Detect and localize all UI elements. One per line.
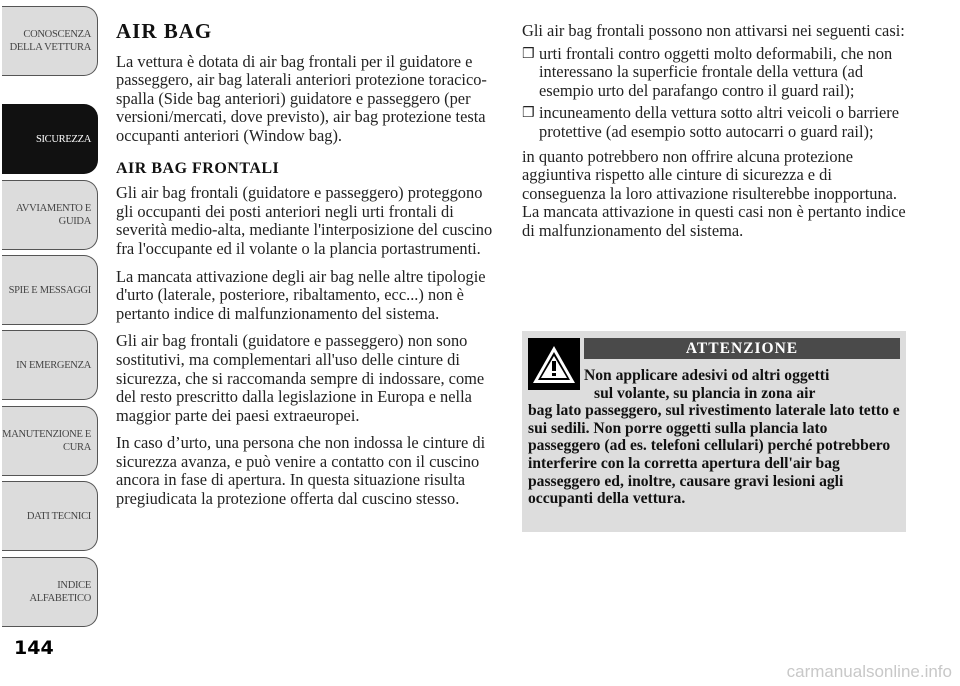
tab-label-line1: MANUTENZIONE E: [2, 429, 91, 440]
paragraph-3: Gli air bag frontali (guidatore e passeggero) non sono sostitutivi, ma complementari all'uso delle cinture di sicurezza, che si raccomanda sempre di indossare, come del resto prescritto dalla legislazione in Europa e nella maggior parte dei paesi extraeuropei.: [116, 331, 485, 425]
tab-label: [36, 133, 91, 146]
tab-sicurezza[interactable]: [2, 104, 98, 174]
list-item: [522, 45, 910, 101]
tab-manutenzione[interactable]: [2, 406, 98, 476]
warning-line-2: sul volante, su plancia in zona air: [594, 384, 816, 402]
tab-avviamento[interactable]: [2, 180, 98, 250]
tab-label-line2: GUIDA: [58, 216, 91, 227]
warning-box: [522, 331, 906, 532]
warning-rest: bag lato passeggero, sul rivestimento laterale lato tetto e sui sedili. Non porre oggetti sulla plancia lato passeggero (ad es. telefoni cellulari) perché potrebbero interferire con la corretta apertura dell'air bag passeggero ed, inoltre, causare gravi lesioni agli occupanti della vettura.: [528, 402, 900, 508]
tab-label-line1: AVVIAMENTO E: [15, 203, 91, 214]
tab-label: [29, 579, 91, 605]
intro-paragraph: La vettura è dotata di air bag frontali per il guidatore e passeggero, air bag laterali anteriori protezione toracico-spalla (Side bag anteriori) guidatore e passeggero (per versioni/mercati, dove previsto), air bag protezione testa occupanti anteriori (Window bag).: [116, 51, 487, 145]
tab-label-line1: CONOSCENZA: [23, 29, 91, 40]
tab-spie-messaggi[interactable]: [2, 255, 98, 325]
right-paragraph: in quanto potrebbero non offrire alcuna protezione aggiuntiva rispetto alle cinture di sicurezza e di conseguenza la loro attivazione risulterebbe inopportuna. La mancata attivazione in questi casi non è pertanto indice di malfunzionamento del sistema.: [522, 146, 906, 240]
cases-list: [522, 45, 910, 142]
tab-indice[interactable]: [2, 557, 98, 627]
tab-label: [16, 202, 91, 228]
tab-dati-tecnici[interactable]: [2, 481, 98, 551]
warning-triangle-icon: [528, 338, 580, 390]
paragraph-2: La mancata attivazione degli air bag nelle altre tipologie d'urto (laterale, posteriore, ribaltamento, ecc...) non è pertanto indice di malfunzionamento del sistema.: [116, 266, 486, 323]
tab-label: [10, 28, 91, 54]
tab-label-line1: SICUREZZA: [35, 133, 91, 145]
tab-label: [2, 428, 91, 454]
tab-label-line2: DELLA VETTURA: [9, 42, 91, 53]
checkbox-bullet-icon: ❒: [522, 105, 535, 122]
tab-label-line2: CURA: [63, 442, 91, 453]
section-title: AIR BAG: [116, 19, 213, 43]
warning-text: [528, 367, 900, 508]
paragraph-4: In caso d’urto, una persona che non indossa le cinture di sicurezza avanza, e può venire a contatto con il cuscino ancora in fase di apertura. In questa situazione risulta pregiudicata la protezione offerta dal cuscino stesso.: [116, 433, 486, 509]
list-item-text: urti frontali contro oggetti molto deformabili, che non interessano la superficie frontale della vettura (ad esempio urto del parafango contro il guard rail);: [539, 43, 893, 100]
tab-label-line1: DATI TECNICI: [26, 510, 91, 522]
page-number: 144: [14, 637, 54, 659]
tab-emergenza[interactable]: [2, 330, 98, 400]
right-intro: Gli air bag frontali possono non attivarsi nei seguenti casi:: [522, 21, 905, 40]
tab-label-line1: INDICE: [57, 580, 91, 591]
tab-label-line1: IN EMERGENZA: [16, 359, 91, 371]
watermark: carmanualsonline.info: [786, 662, 952, 681]
right-column: [522, 22, 910, 250]
tab-label: [9, 284, 91, 297]
paragraph-1: Gli air bag frontali (guidatore e passeggero) proteggono gli occupanti dei posti anteriori negli urti frontali di severità medio-alta, mediante l'interposizione del cuscino fra l'occupante ed il volante o la plancia portastrumenti.: [116, 183, 493, 258]
left-column: [116, 19, 496, 518]
list-item-text: incuneamento della vettura sotto altri veicoli o barriere protettive (ad esempio sotto autocarri o guard rail);: [539, 103, 899, 141]
tab-label: [27, 510, 91, 523]
warning-line-1: Non applicare adesivi od altri oggetti: [584, 367, 830, 384]
tab-label-line1: SPIE E MESSAGGI: [8, 284, 91, 296]
checkbox-bullet-icon: ❒: [522, 45, 535, 62]
tab-label: [16, 359, 91, 372]
section-tabs: [2, 0, 100, 632]
subsection-title: AIR BAG FRONTALI: [116, 159, 280, 177]
warning-heading: ATTENZIONE: [584, 338, 900, 359]
tab-label-line2: ALFABETICO: [29, 593, 91, 604]
tab-conoscenza[interactable]: [2, 6, 98, 76]
list-item: [522, 104, 910, 141]
